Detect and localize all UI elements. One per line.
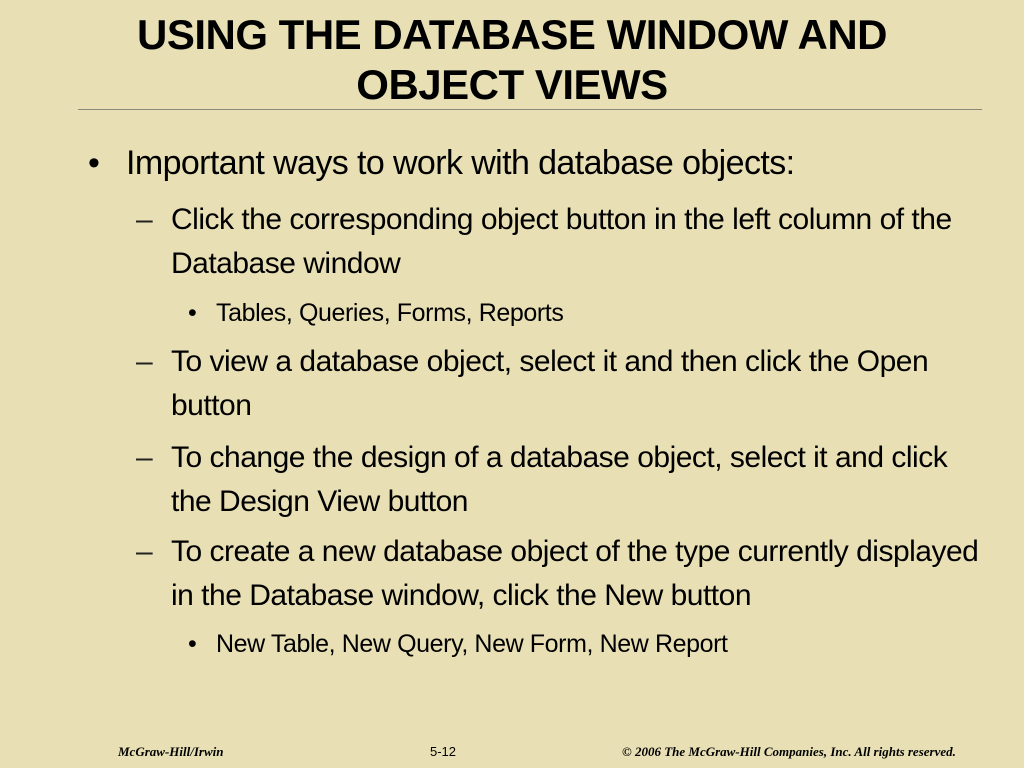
bullet-dash-icon: – [136, 345, 153, 378]
footer-page-number: 5-12 [430, 744, 457, 759]
bullet-text: Important ways to work with database objects: [126, 144, 795, 182]
slide-title-line-1: USING THE DATABASE WINDOW AND [136, 11, 887, 58]
bullet-dash-icon: – [136, 535, 153, 568]
bullet-text: To change the design of a database object, select it and click the Design View button [171, 441, 948, 518]
bullet-dot-icon: • [88, 144, 100, 182]
bullet-dot-icon: • [188, 299, 197, 327]
bullet-dash-icon: – [136, 203, 153, 236]
bullet-text: Tables, Queries, Forms, Reports [216, 299, 564, 327]
footer-copyright: © 2006 The McGraw-Hill Companies, Inc. All rights reserved. [622, 744, 956, 759]
bullet-dash-icon: – [136, 441, 153, 474]
bullet-text: To create a new database object of the type currently displayed in the Database window, click the New button [171, 535, 979, 612]
bullet-text: New Table, New Query, New Form, New Report [216, 630, 728, 658]
slide-title-line-2: OBJECT VIEWS [356, 61, 668, 108]
footer-publisher: McGraw-Hill/Irwin [118, 744, 224, 759]
bullet-dot-icon: • [188, 630, 197, 658]
bullet-text: To view a database object, select it and then click the Open button [171, 345, 929, 422]
bullet-text: Click the corresponding object button in the left column of the Database window [171, 203, 952, 280]
